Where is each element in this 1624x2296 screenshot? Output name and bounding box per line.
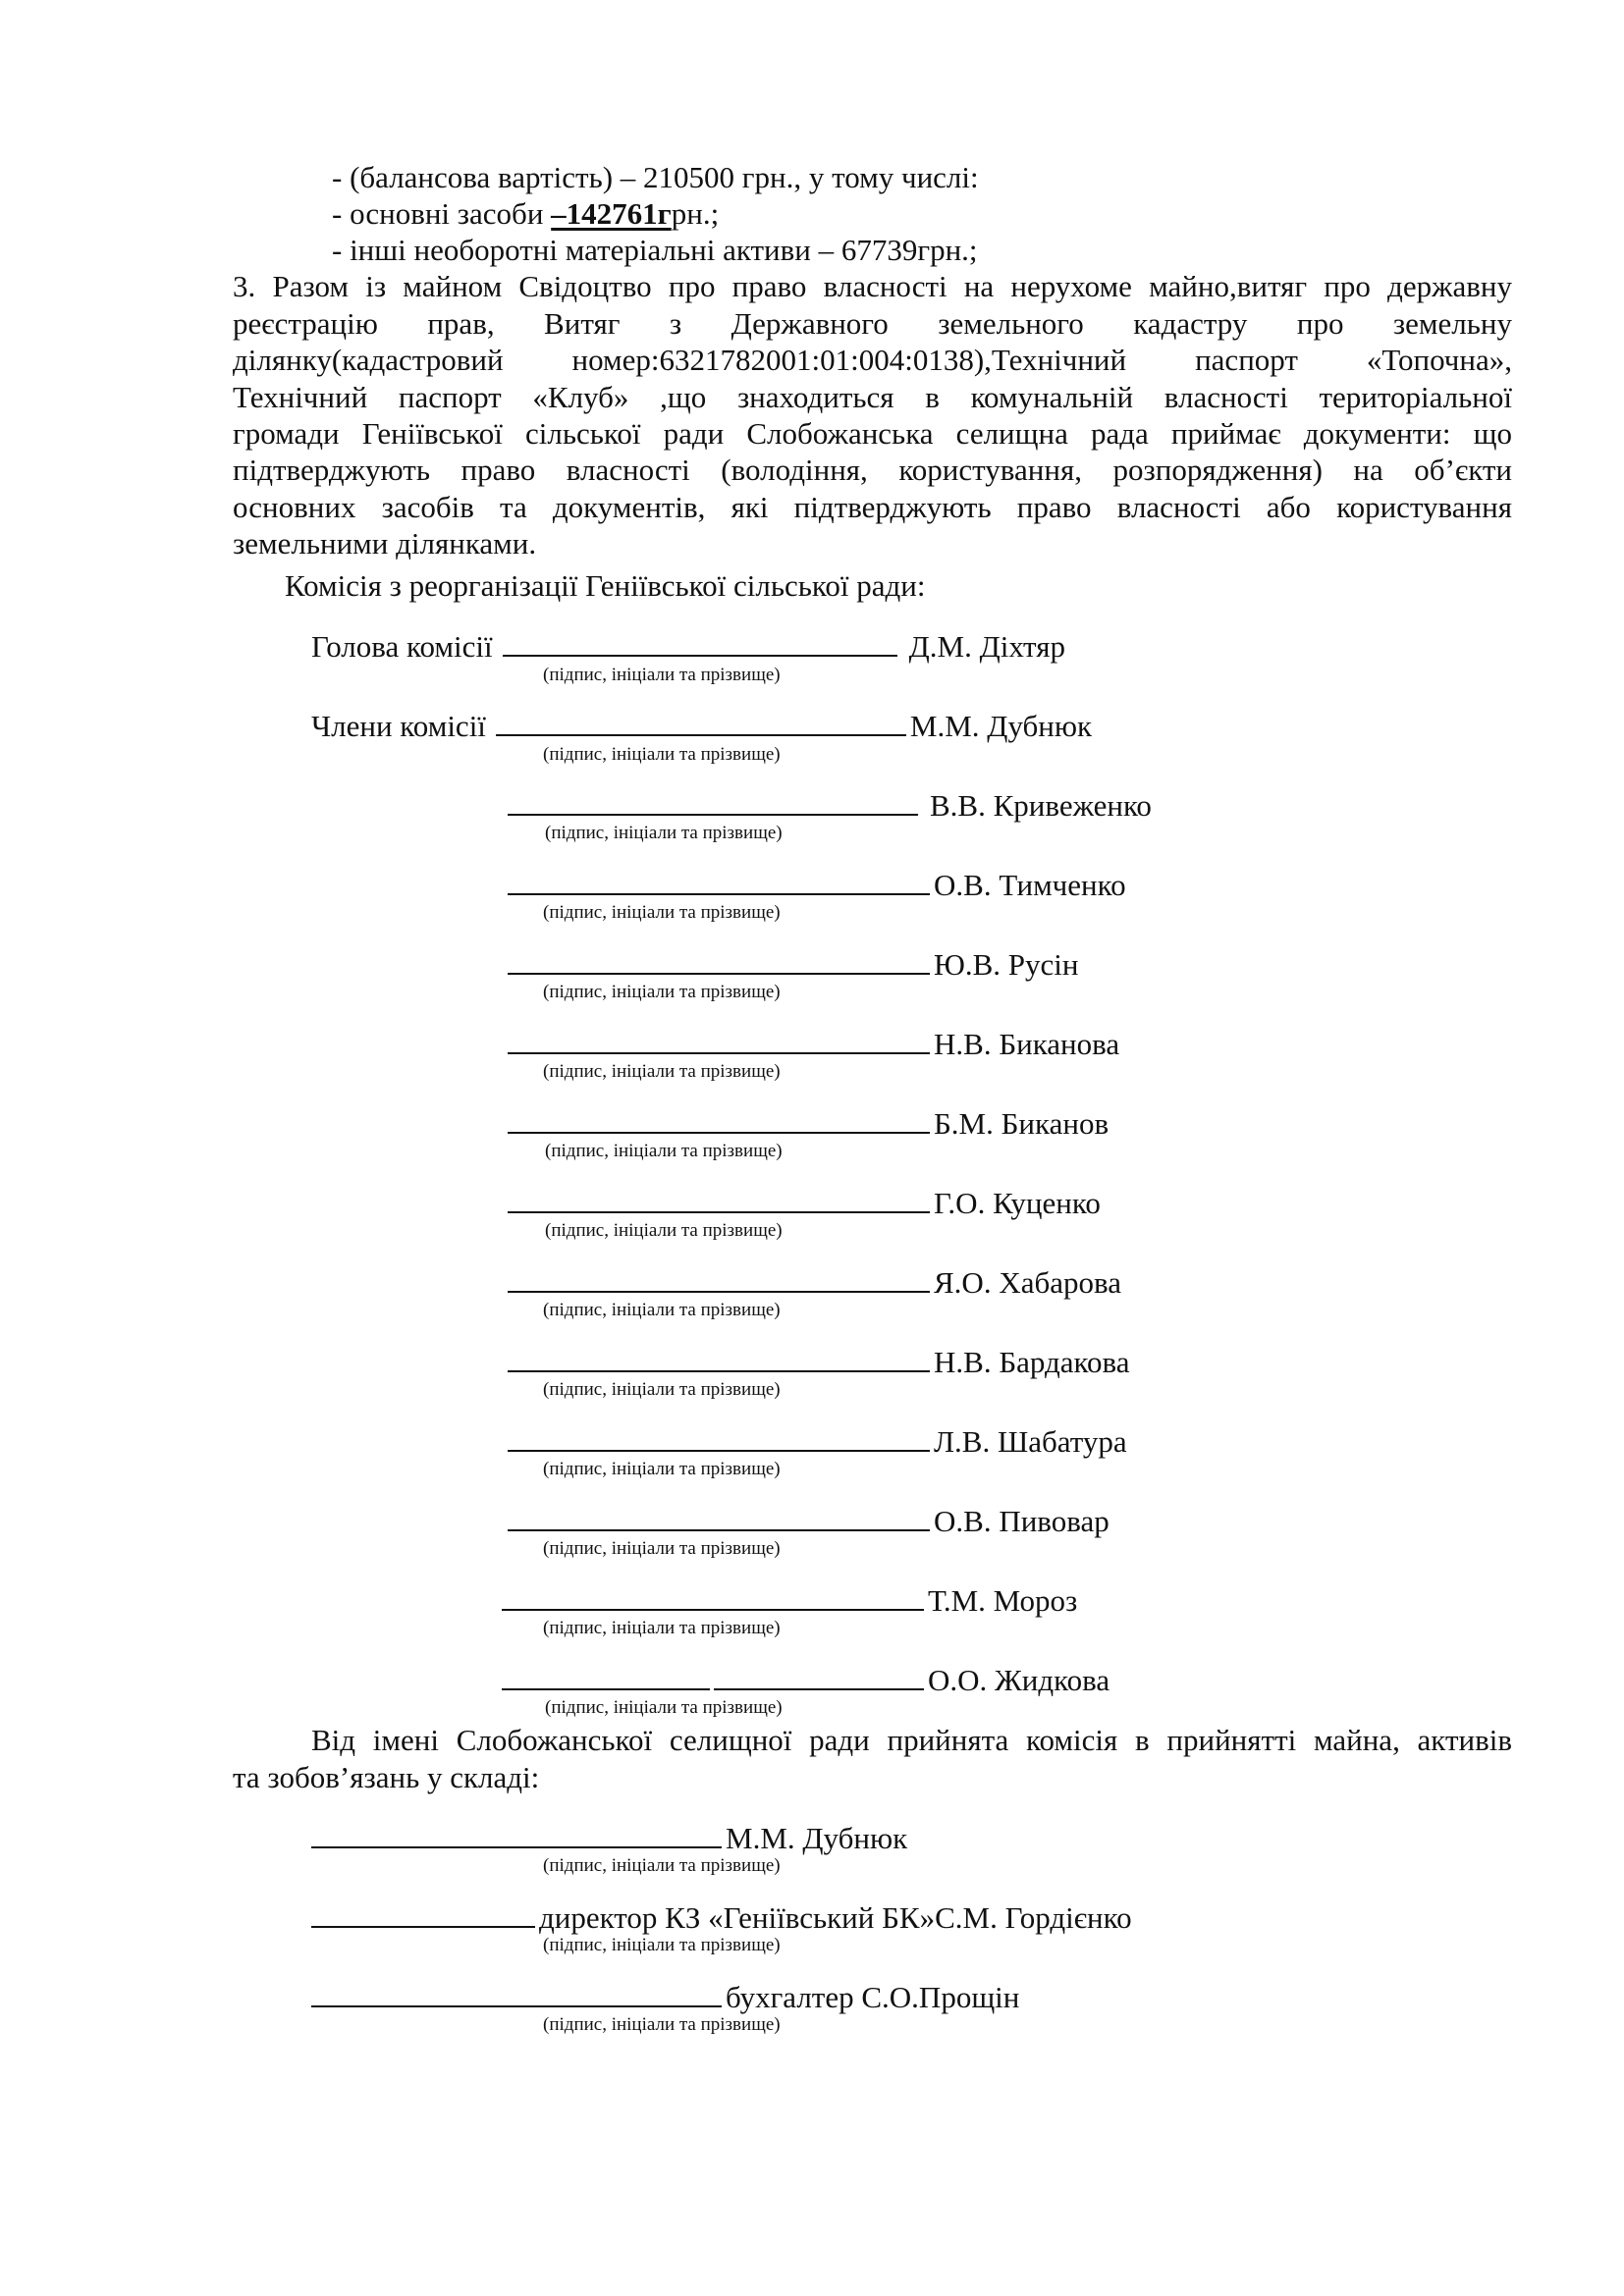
signature-line[interactable] [311, 1817, 722, 1848]
member-signature-row [508, 1261, 1121, 1301]
member-name: Я.О. Хабарова [934, 1265, 1121, 1300]
signature-caption: (підпис, ініціали та прізвище) [543, 1061, 781, 1082]
signature-line[interactable] [508, 864, 930, 895]
member-signature-row [502, 1659, 1110, 1698]
signature-caption: (підпис, ініціали та прізвище) [545, 1697, 783, 1718]
member-signature-row [508, 1023, 1119, 1062]
fixed-assets-suffix: рн.; [671, 196, 720, 231]
signature-line[interactable] [496, 705, 906, 736]
member-signature-row [508, 943, 1079, 983]
signature-caption: (підпис, ініціали та прізвище) [543, 902, 781, 923]
member-name: Л.В. Шабатура [934, 1424, 1127, 1459]
signature-caption: (підпис, ініціали та прізвище) [545, 1141, 783, 1161]
signature-line[interactable] [311, 1976, 722, 2007]
acceptance-signature-row [311, 1896, 1132, 1936]
member-signature-row [508, 1341, 1129, 1380]
signature-caption: (підпис, ініціали та прізвище) [543, 1459, 781, 1479]
member-signature-row [508, 864, 1126, 903]
acceptance-line-1: Від імені Слобожанської селищної ради прийнята комісія в прийнятті майна, активів [311, 1723, 1512, 1757]
member-signature-row [508, 784, 1152, 824]
member-name: Т.М. Мороз [928, 1583, 1078, 1618]
signature-caption: (підпис, ініціали та прізвище) [545, 823, 783, 843]
members-label: Члени комісії [311, 709, 486, 743]
member-name: Н.В. Бардакова [934, 1345, 1130, 1379]
section-3-line: підтверджують право власності (володіння, користування, розпорядження) на об’єкти [233, 453, 1512, 487]
signature-line[interactable] [508, 943, 930, 975]
member-name: Б.М. Биканов [934, 1106, 1110, 1141]
acceptance-signature-row [311, 1976, 1019, 2015]
member-signature-row [508, 1420, 1127, 1460]
acceptance-signer-name: бухгалтер С.О.Прощін [726, 1980, 1020, 2014]
section-3-line: 3. Разом із майном Свідоцтво про право власності на нерухоме майно,витяг про державну [233, 269, 1512, 303]
signature-line[interactable] [502, 1659, 924, 1688]
signature-caption: (підпис, ініціали та прізвище) [543, 1379, 781, 1400]
signature-line[interactable] [502, 1579, 924, 1611]
fixed-assets-line [332, 195, 719, 232]
fixed-assets-prefix: - основні засоби [332, 196, 552, 231]
other-assets-line [332, 232, 978, 268]
balance-value-text: - (балансова вартість) – 210500 грн., у тому числі: [332, 160, 979, 194]
chair-label: Голова комісії [311, 629, 493, 664]
acceptance-line-2: та зобов’язань у складі: [233, 1760, 540, 1794]
section-3-line: ділянку(кадастровий номер:6321782001:01:004:0138),Технічний паспорт «Топочна», [233, 343, 1512, 377]
signature-caption: (підпис, ініціали та прізвище) [543, 744, 781, 765]
member-signature-row [508, 1182, 1101, 1221]
signature-line[interactable] [508, 1420, 930, 1452]
member-name: Г.О. Куценко [934, 1186, 1101, 1220]
chair-name: Д.М. Діхтяр [908, 629, 1065, 664]
member-name: Ю.В. Русін [934, 947, 1079, 982]
signature-caption: (підпис, ініціали та прізвище) [543, 2014, 781, 2035]
member-name: О.В. Тимченко [934, 868, 1126, 902]
member-name: М.М. Дубнюк [909, 709, 1093, 743]
member-name: В.В. Кривеженко [930, 788, 1152, 823]
section-3-line: Технічний паспорт «Клуб» ,що знаходиться в комунальній власності територіальної [233, 380, 1512, 414]
signature-line[interactable] [508, 1261, 930, 1293]
signature-caption: (підпис, ініціали та прізвище) [543, 1855, 781, 1876]
fixed-assets-amount: –142761г [551, 196, 672, 231]
member-signature-row [311, 705, 1092, 744]
signature-line[interactable] [508, 1023, 930, 1054]
signature-caption: (підпис, ініціали та прізвище) [543, 1935, 781, 1955]
member-signature-row [502, 1579, 1077, 1619]
acceptance-signer-name: М.М. Дубнюк [726, 1821, 908, 1855]
signature-line-segment [714, 1659, 924, 1690]
acceptance-signer-name: директор КЗ «Геніївський БК»С.М. Гордієнко [539, 1900, 1132, 1935]
signature-line[interactable] [503, 625, 897, 657]
commission-heading: Комісія з реорганізації Геніївської сільської ради: [285, 568, 926, 603]
balance-value-line [332, 159, 979, 195]
signature-line[interactable] [311, 1896, 535, 1928]
member-signature-row [508, 1500, 1110, 1539]
signature-caption: (підпис, ініціали та прізвище) [543, 1300, 781, 1320]
signature-line[interactable] [508, 1500, 930, 1531]
section-3-line: земельними ділянками. [233, 526, 537, 561]
member-name: Н.В. Биканова [934, 1027, 1120, 1061]
signature-caption: (підпис, ініціали та прізвище) [543, 1538, 781, 1559]
member-signature-row [508, 1102, 1109, 1142]
signature-caption: (підпис, ініціали та прізвище) [543, 665, 781, 685]
chair-signature-row [311, 625, 1065, 665]
member-name: О.В. Пивовар [934, 1504, 1110, 1538]
section-3-line: основних засобів та документів, які підтверджують право власності або користування [233, 490, 1512, 524]
signature-line[interactable] [508, 1341, 930, 1372]
section-3-line: громади Геніївської сільської ради Слобожанська селищна рада приймає документи: що [233, 416, 1512, 451]
acceptance-signature-row [311, 1817, 907, 1856]
other-assets-text: - інші необоротні матеріальні активи – 67739грн.; [332, 233, 978, 267]
signature-line[interactable] [508, 784, 918, 816]
signature-caption: (підпис, ініціали та прізвище) [543, 982, 781, 1002]
section-3-line: реєстрацію прав, Витяг з Державного земельного кадастру про земельну [233, 306, 1512, 341]
signature-caption: (підпис, ініціали та прізвище) [545, 1220, 783, 1241]
signature-line[interactable] [508, 1182, 930, 1213]
signature-line[interactable] [508, 1102, 930, 1134]
signature-caption: (підпис, ініціали та прізвище) [543, 1618, 781, 1638]
signature-line-segment [502, 1659, 710, 1690]
member-name: О.О. Жидкова [928, 1663, 1110, 1697]
